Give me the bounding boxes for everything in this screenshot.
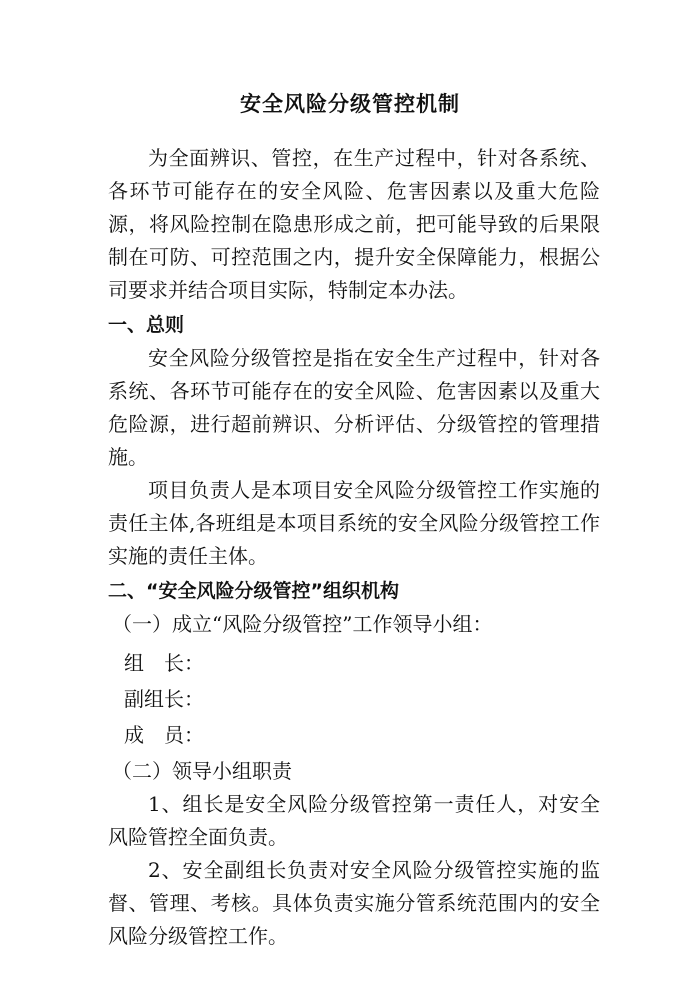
intro-paragraph: 为全面辨识、管控，在生产过程中，针对各系统、各环节可能存在的安全风险、危害因素以及重大危险源，将风险控制在隐患形成之前，把可能导致的后果限制在可防、可控范围之内，提升安全保障能力，根据公司要求并结合项目实际，特制定本办法。	[108, 146, 600, 302]
document-body	[108, 142, 600, 953]
section-heading-general: 一、总则	[108, 314, 185, 336]
deputy-leader-line: 副组长：	[124, 687, 204, 711]
sub-heading-duties: （二）领导小组职责	[112, 759, 292, 783]
members-line: 成 员：	[124, 723, 204, 747]
general-paragraph-1: 安全风险分级管控是指在安全生产过程中，针对各系统、各环节可能存在的安全风险、危害因素以及重大危险源，进行超前辨识、分析评估、分级管控的管理措施。	[108, 346, 600, 469]
section-heading-organization: 二、“安全风险分级管控”组织机构	[108, 580, 399, 602]
sub-heading-leading-group: （一）成立“风险分级管控”工作领导小组：	[112, 612, 493, 636]
duty-item-1: 1、组长是安全风险分级管控第一责任人，对安全风险管控全面负责。	[108, 792, 600, 849]
document-title: 安全风险分级管控机制	[240, 92, 460, 116]
leader-line: 组 长：	[124, 651, 204, 675]
duty-item-2: 2、安全副组长负责对安全风险分级管控实施的监督、管理、考核。具体负责实施分管系统范围内的安全风险分级管控工作。	[108, 858, 600, 948]
general-paragraph-2: 项目负责人是本项目安全风险分级管控工作实施的责任主体,各班组是本项目系统的安全风险分级管控工作实施的责任主体。	[108, 478, 600, 568]
